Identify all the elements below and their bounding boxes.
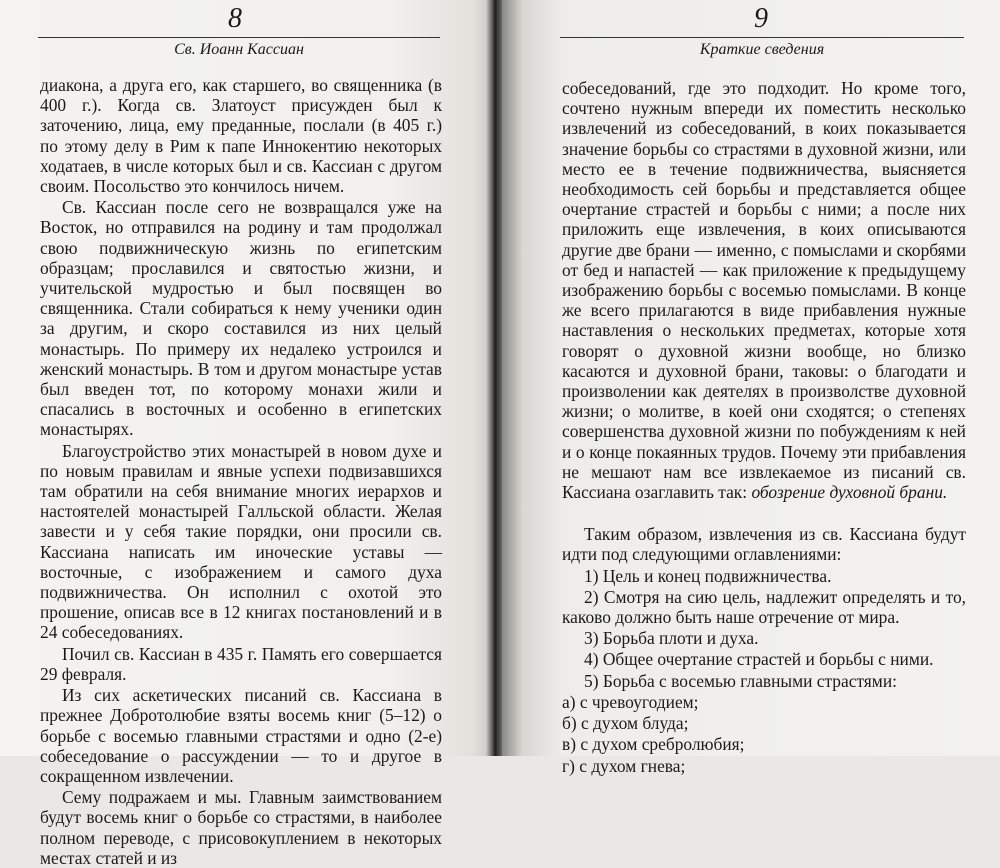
paragraph: диакона, а друга его, как старшего, во священника (в 400 г.). Когда св. Златоуст присужден был к заточению, лица, ему преданные, послали (в 405 г.) по этому делу в Рим к папе Иннокентию некоторых ходатаев, в числе которых был и св. Кассиан с другом своим. Посольство это кончилось ничем. xyxy=(40,75,442,197)
left-page xyxy=(0,0,492,868)
header-rule xyxy=(38,37,440,38)
toc-item: 3) Борьба плоти и духа. xyxy=(584,628,759,649)
header-rule xyxy=(560,37,964,38)
toc-subitem: а) с чревоугодием; xyxy=(562,691,699,712)
page-number: 9 xyxy=(754,3,768,34)
toc-subitem: б) с духом блуда; xyxy=(562,713,689,734)
running-head: Св. Иоанн Кассиан xyxy=(174,41,304,58)
paragraph: Св. Кассиан после сего не возвращался уже на Восток, но отправился на родину и там продолжал свою подвижническую жизнь по египетским образцам; прославился и святостью жизни, и учительской мудростью и был посвящен во священника. Стали собираться к нему ученики один за другим, и скоро составился из них целый монастырь. По примеру их недалеко устроился и женский монастырь. В том и другом монастыре устав был введен тот, по которому монахи жили и спасались в восточных и особенно в египетских монастырях. xyxy=(40,197,442,440)
paragraph: Сему подражаем и мы. Главным заимствованием будут восемь книг о борьбе со страстями, в наиболее полном переводе, с присовокуплением в некоторых местах статей и из xyxy=(40,787,442,868)
toc-item: 5) Борьба с восемью главными страстями: xyxy=(584,670,897,691)
right-page xyxy=(492,0,1000,776)
paragraph: Почил св. Кассиан в 435 г. Память его совершается 29 февраля. xyxy=(40,643,442,684)
body-text xyxy=(40,75,442,868)
running-head: Краткие сведения xyxy=(699,41,825,58)
book-spine xyxy=(486,0,502,756)
toc-item: 4) Общее очертание страстей и борьбы с ними. xyxy=(584,649,934,670)
paragraph: Из сих аскетических писаний св. Кассиана в прежнее Добротолюбие взяты восемь книг (5–12) о борьбе с восемью главными страстями и одно (2-е) собеседование о рассуждении — то и другое в сокращенном извлечении. xyxy=(40,685,442,786)
toc-item: 1) Цель и конец подвижничества. xyxy=(584,565,832,586)
toc-item: 2) Смотря на сию цель, надлежит определять и то, каково должно быть наше отречение от мира. xyxy=(562,586,966,628)
toc-subitem: в) с духом сребролюбия; xyxy=(562,734,745,755)
italic-title: обозрение духовной брани. xyxy=(751,482,948,503)
paragraph xyxy=(562,78,966,502)
page-number: 8 xyxy=(228,3,242,34)
body-text xyxy=(562,78,966,776)
paragraph: Таким образом, извлечения из св. Кассиана будут идти под следующими оглавлениями: xyxy=(562,524,966,565)
paragraph-text: собеседований, где это подходит. Но кроме того, сочтено нужным впереди их поместить несколько извлечений из собеседований, в коих показывается значение борьбы со страстями в духовной жизни, или место ее в течение подвижничества, выясняется необходимость сей борьбы и представляется общее очертание страстей и борьбы с ними; а после них приложить еще извлечения, в коих описываются другие две брани — именно, с помыслами и скорбями от бед и напастей — как приложение к предыдущему изображению борьбы с восемью помыслами. В конце же всего прилагаются в виде прибавления нужные наставления о нескольких предметах, которые хотя говорят о духовной жизни вообще, но близко касаются и духовной брани, таковы: о благодати и произволении как деятелях в произволстве духовной жизни; о молитве, в коей они сходятся; о степенях совершенства духовной жизни по побуждениям к ней и о конце покаянных трудов. Почему эти прибавления не мешают нам все извлекаемое из писаний св. Кассиана озаглавить так: xyxy=(562,78,966,503)
paragraph: Благоустройство этих монастырей в новом духе и по новым правилам и явные успехи подвизавшихся там обратили на себя внимание многих иерархов и настоятелей монастырей Галльской области. Желая завести и у себя такие порядки, они просили св. Кассиана написать им иноческие уставы — восточные, с изображением и самого духа подвижничества. Он исполнил с охотой это прошение, описав все в 12 книгах постановлений и в 24 собеседованиях. xyxy=(40,440,442,643)
toc-subitem: г) с духом гнева; xyxy=(562,755,686,776)
